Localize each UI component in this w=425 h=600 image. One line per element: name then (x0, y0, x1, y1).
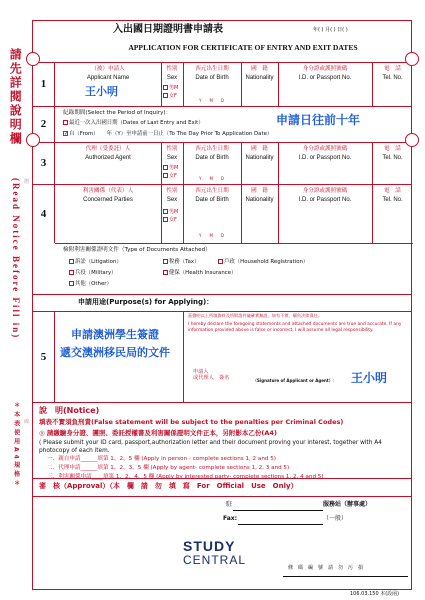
declaration-en: I hereby declare the foregoing statements and attached documents are true and accurate. If any information provided above is false or incorrect, I will assume all legal responsibility. (188, 322, 402, 333)
declaration-zh: 茲聲明以上所填資料及所附證件儀確實無訛，如有不實，願負法律責任。 (188, 313, 323, 318)
study-central-logo (183, 539, 246, 568)
fax-label: Fax: (223, 515, 238, 522)
sign-label-zh: 申請人 或代理人 簽名 (193, 369, 230, 381)
section-number: 4 (33, 185, 55, 243)
date-fields: 年( ) 月( ) 日( ) (313, 27, 348, 33)
docs-label: 檢附利害關係證明文件（Type of Documents Attached） (63, 247, 211, 253)
staff-note: 條 碼 編 號 請 勿 污 損 (288, 565, 364, 571)
doc-item-health[interactable]: 健保（Health Insurance） (163, 270, 236, 277)
tel-header: 電 話 Tel. No. (382, 146, 403, 161)
logo-line-1: STUDY (183, 538, 236, 554)
section-5 (33, 295, 411, 403)
section-1 (33, 63, 411, 107)
notice-item-3: 三、利害關係申請____填第 1、2、4、5 欄 (Apply by interested party- complete sections 1, 2, 4 and 5) (47, 474, 324, 480)
sex-header: 性別 Sex (166, 146, 178, 161)
notice-section (33, 403, 411, 479)
purpose-title: 申請用途(Purpose(s) for Applying)： (78, 298, 214, 306)
nationality-header: 國 籍 Nationality (245, 66, 274, 81)
doc-item-household[interactable]: 戶政（Household Registration） (218, 259, 308, 266)
section-2 (33, 107, 411, 143)
fold-mark-1: 摺 (24, 179, 30, 185)
office-label: 服務站（辦事處） (323, 501, 372, 508)
notice-line-2: ◎ 請繳驗身分證、護照、委託授權書及利害關係證明文件正本，另附影本乙份(A4) (39, 429, 277, 437)
section-number: 2 (33, 107, 55, 142)
doc-item-other[interactable]: 其他（Other） (69, 281, 112, 288)
highlight-circle-top-right (405, 52, 419, 66)
side-instruction-en: (Read Notice Before Fill in) (10, 178, 21, 340)
period-handwritten: 申請日往前十年 (276, 113, 361, 127)
section-4 (33, 185, 411, 295)
sex-header: 性別 Sex (166, 66, 178, 81)
purpose-handwritten-2: 遞交澳洲移民局的文件 (60, 346, 170, 359)
logo-line-2: CENTRAL (183, 553, 247, 568)
section-3 (33, 143, 411, 185)
sex-options[interactable]: 男M 女F (163, 85, 178, 100)
nationality-header: 國 籍 Nationality (245, 146, 274, 161)
highlight-circle-mid-right (405, 133, 419, 147)
doc-item-litigation[interactable]: 訴訟（Litigation） (69, 259, 122, 266)
nationality-header: 國 籍 Nationality (245, 188, 274, 203)
purpose-handwritten-1: 申請澳洲學生簽證 (71, 328, 159, 341)
application-form (32, 20, 412, 590)
sign-label-en: （Signature of Applicant or Agent）： (253, 378, 337, 383)
dob-header: 西元出生日期 Date of Birth (195, 146, 229, 161)
fax-suffix: （一般） (323, 515, 348, 522)
applicant-name[interactable]: 王小明 (85, 85, 118, 98)
approval-section (33, 479, 411, 497)
signature-handwritten[interactable]: 王小明 (351, 371, 388, 385)
notice-item-1: 一、親自申請______填第 1、2、5 欄 (Apply in person - complete sections 1, 2 and 5) (47, 456, 276, 462)
tel-header: 電 話 Tel. No. (382, 188, 403, 203)
section-number: 1 (33, 63, 55, 106)
fold-mark-2: 線 (24, 419, 30, 425)
section-number: 5 (33, 311, 55, 403)
form-code: 106.03.150 本(設函) (350, 591, 400, 597)
id-header: 身分證或護照號碼 I.D. or Passport No. (298, 146, 352, 161)
sex-options[interactable]: 男M 女F (163, 209, 178, 224)
dob-units: Y M D (199, 233, 226, 238)
side-instruction-zh: 請先詳閱說明欄 (8, 48, 23, 146)
dob-units: Y M D (199, 98, 226, 103)
notice-line-3: ( Please submit your ID card, passport,authorization letter and their document proving your interest, together with A4 photocopy of each item. (39, 440, 382, 455)
form-subtitle: APPLICATION FOR CERTIFICATE OF ENTRY AND EXIT DATES (128, 43, 358, 52)
notice-item-2: 二、代理申請______填第 1、2、3、5 欄 (Apply by agent- complete sections 1, 2, 3 and 5) (47, 465, 290, 471)
concerned-header: 利害關係（代表）人 Concerned Parties (82, 188, 134, 203)
agent-header: 代理（受委託）人 Authorized Agent (85, 146, 131, 161)
notice-line-1: 填表不實須負刑責(False statement will be subject to the penalties per Criminal Codes) (39, 418, 344, 426)
office-prefix: 駐 (226, 501, 233, 508)
period-option-1[interactable]: 最近一次入出國日期（Dates of Last Entry and Exit） (63, 120, 204, 127)
period-label: 紀錄期間(Select the Period of Inquiry)： (63, 110, 172, 116)
doc-item-tax[interactable]: 稅務（Tax） (163, 259, 199, 266)
side-note: ＊本表使用A4規格＊ (12, 402, 20, 489)
highlight-circle-mid-left (26, 133, 40, 147)
highlight-circle-top-left (26, 52, 40, 66)
dob-units: Y M D (199, 176, 226, 181)
dob-header: 西元出生日期 Date of Birth (195, 188, 229, 203)
doc-item-military[interactable]: 兵役（Military） (69, 270, 117, 277)
sex-header: 性別 Sex (166, 188, 178, 203)
id-header: 身分證或護照號碼 I.D. or Passport No. (298, 188, 352, 203)
id-header: 身分證或護照號碼 I.D. or Passport No. (298, 66, 352, 81)
period-option-2[interactable]: ✓自（From） 年（Y）至申請前一日止（To The Day Prior To Application Date） (64, 131, 273, 137)
tel-header: 電 話 Tel. No. (382, 66, 403, 81)
section-number: 3 (33, 143, 55, 184)
form-header (33, 21, 411, 63)
sex-options[interactable]: 男M 女F (163, 165, 178, 180)
notice-title: 說 明(Notice) (39, 406, 100, 415)
form-title: 入出國日期證明書申請表 (113, 24, 223, 35)
applicant-header: （被）申請人 Applicant Name (86, 66, 130, 81)
dob-header: 西元出生日期 Date of Birth (195, 66, 229, 81)
approval-label: 審 核（Approval）（本 欄 請 勿 填 寫 For Official Use Only） (39, 482, 298, 490)
